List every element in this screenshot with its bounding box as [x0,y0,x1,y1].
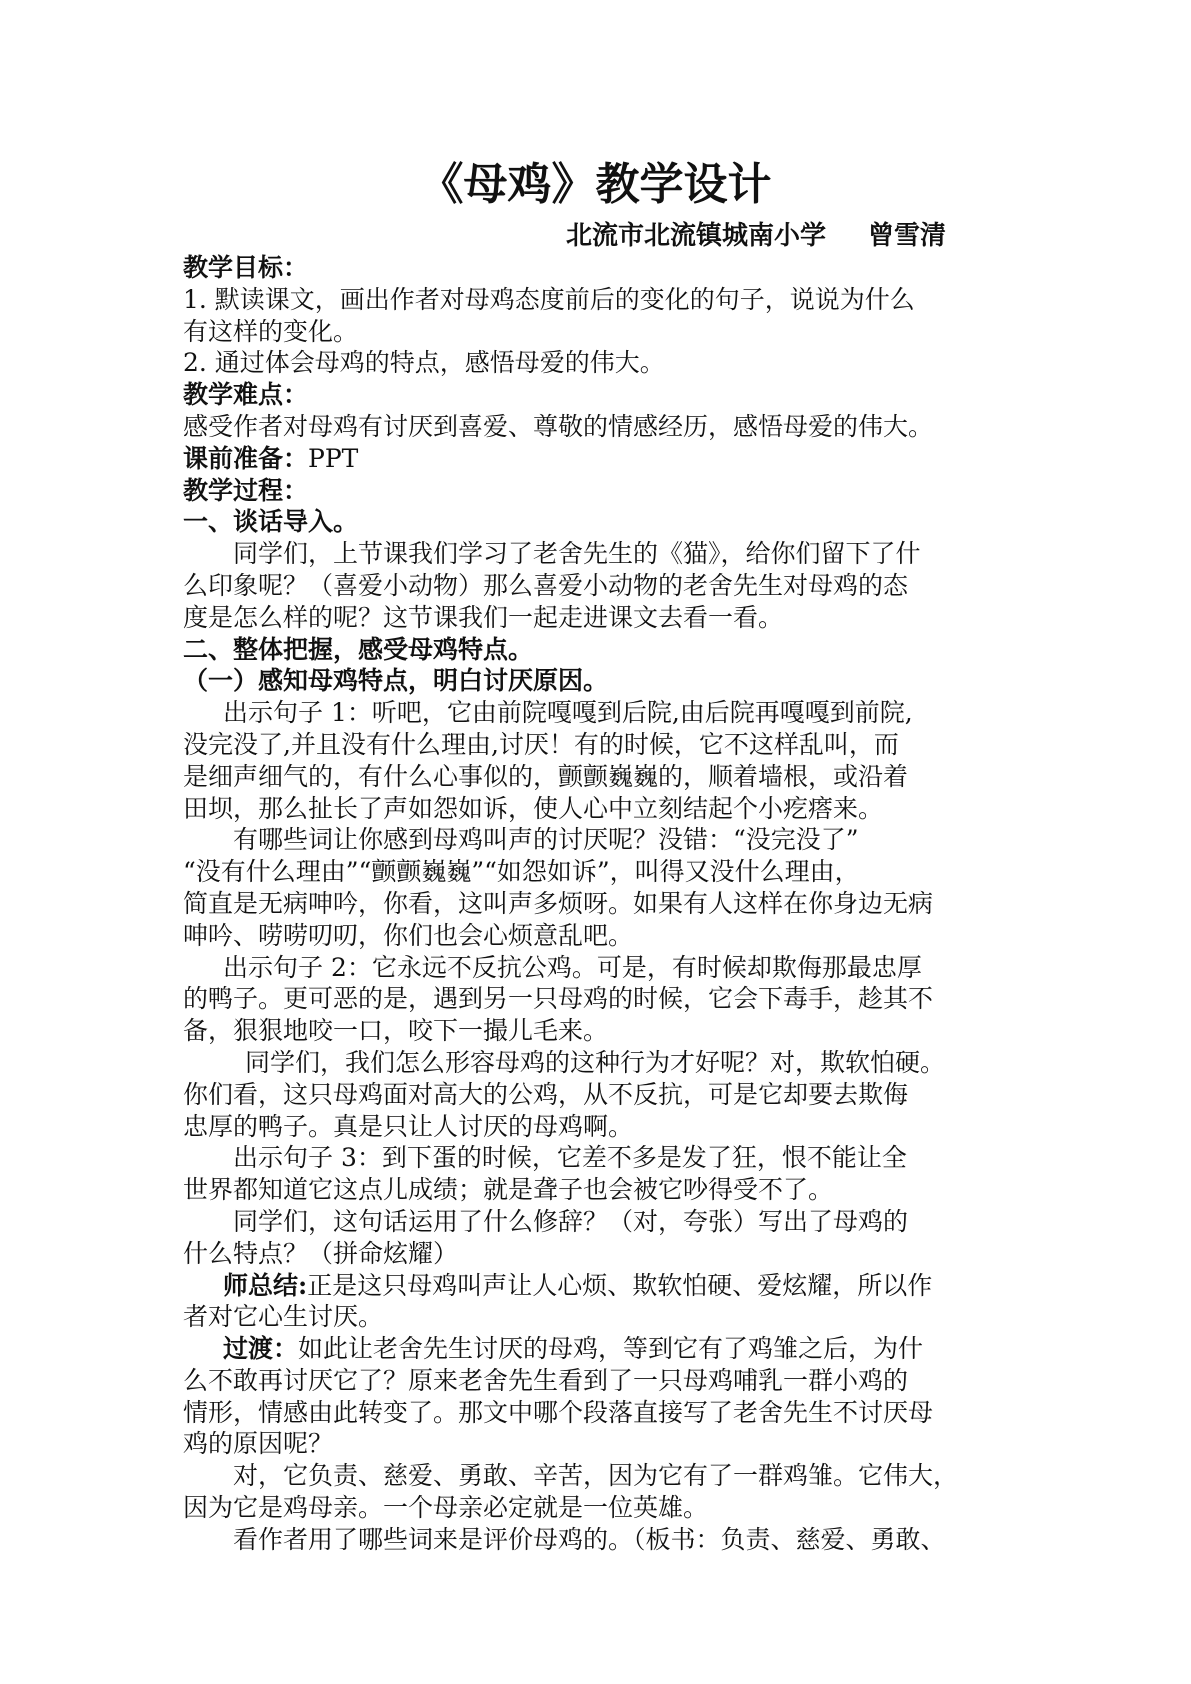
author-name: 曾雪清 [868,221,947,251]
paragraph-line: 简直是无病呻吟，你看，这叫声多烦呀。如果有人这样在你身边无病 [183,888,934,918]
paragraph-line: 没完没了,并且没有什么理由,讨厌！有的时候，它不这样乱叫，而 [183,729,899,759]
difficulty-text: 感受作者对母鸡有讨厌到喜爱、尊敬的情感经历，感悟母爱的伟大。 [183,411,934,441]
paragraph-line: 情形，情感由此转变了。那文中哪个段落直接写了老舍先生不讨厌母 [183,1397,934,1427]
teacher-summary [183,1270,1023,1302]
paragraph-line: 者对它心生讨厌。 [183,1302,384,1332]
paragraph-line: 忠厚的鸭子。真是只让人讨厌的母鸡啊。 [183,1111,634,1141]
paragraph-line: 什么特点？（拼命炫耀） [183,1238,459,1268]
transition [183,1333,1023,1365]
author-school: 北流市北流镇城南小学 [566,221,827,251]
objectives-heading: 教学目标： [183,253,309,282]
section-2-heading: 二、整体把握，感受母鸡特点。 [183,634,534,664]
paragraph-line: 同学们，我们怎么形容母鸡的这种行为才好呢？对，欺软怕硬。 [245,1047,946,1077]
difficulty-heading: 教学难点： [183,380,309,410]
paragraph-line: 备，狠狠地咬一口，咬下一撮儿毛来。 [183,1016,609,1046]
paragraph-line: 你们看，这只母鸡面对高大的公鸡，从不反抗，可是它却要去欺侮 [183,1079,909,1109]
paragraph-line: 对，它负责、慈爱、勇敢、辛苦，因为它有了一群鸡雏。它伟大， [233,1461,959,1491]
transition-label: 过渡： [223,1334,299,1364]
paragraph-line: 有哪些词让你感到母鸡叫声的讨厌呢？没错：“没完没了” [233,825,859,855]
objective-1-line-1: 1. 默读课文，画出作者对母鸡态度前后的变化的句子，说说为什么 [183,284,915,314]
quoted-sentence-3: 出示句子 3：到下蛋的时候，它差不多是发了狂，恨不能让全 [233,1143,907,1173]
summary-label: 师总结: [223,1270,308,1300]
objective-1-line-2: 有这样的变化。 [183,316,359,346]
quoted-sentence-1: 出示句子 1：听吧，它由前院嘎嘎到后院,由后院再嘎嘎到前院, [223,698,913,728]
quoted-sentence-2: 出示句子 2：它永远不反抗公鸡。可是，有时候却欺侮那最忠厚 [223,952,922,982]
paragraph-line: 看作者用了哪些词来是评价母鸡的。（板书：负责、慈爱、勇敢、 [233,1524,946,1554]
transition-text: 如此让老舍先生讨厌的母鸡，等到它有了鸡雏之后，为什 [298,1334,924,1364]
process-heading: 教学过程： [183,475,309,505]
paragraph-line: 是细声细气的，有什么心事似的，颤颤巍巍的，顺着墙根，或沿着 [183,761,909,791]
author-line [566,218,1126,254]
paragraph-line: 么印象呢？（喜爱小动物）那么喜爱小动物的老舍先生对母鸡的态 [183,570,909,600]
paragraph-line: “没有什么理由”“颤颤巍巍”“如怨如诉”，叫得又没什么理由， [183,857,860,887]
document-body [183,252,1023,1556]
summary-text: 正是这只母鸡叫声让人心烦、欺软怕硬、爱炫耀，所以作 [307,1270,933,1300]
objective-2: 2. 通过体会母鸡的特点，感悟母爱的伟大。 [183,348,665,378]
paragraph-line: 度是怎么样的呢？这节课我们一起走进课文去看一看。 [183,602,784,632]
paragraph-line: 同学们，上节课我们学习了老舍先生的《猫》，给你们留下了什 [233,539,921,569]
paragraph-line: 么不敢再讨厌它了？原来老舍先生看到了一只母鸡哺乳一群小鸡的 [183,1365,909,1395]
paragraph-line: 的鸭子。更可恶的是，遇到另一只母鸡的时候，它会下毒手，趁其不 [183,984,934,1014]
preparation-label: 课前准备： [183,443,309,473]
paragraph-line: 鸡的原因呢？ [183,1429,334,1459]
paragraph-line: 呻吟、唠唠叨叨，你们也会心烦意乱吧。 [183,920,634,950]
preparation-line [183,443,1023,475]
paragraph-line: 因为它是鸡母亲。一个母亲必定就是一位英雄。 [183,1493,709,1523]
preparation-value: PPT [308,443,359,473]
subsection-1-heading: （一）感知母鸡特点，明白讨厌原因。 [183,666,609,696]
paragraph-line: 同学们，这句话运用了什么修辞？（对，夸张）写出了母鸡的 [233,1206,909,1236]
section-1-heading: 一、谈话导入。 [183,507,359,537]
paragraph-line: 世界都知道它这点儿成绩；就是聋子也会被它吵得受不了。 [183,1175,834,1205]
paragraph-line: 田坝，那么扯长了声如怨如诉，使人心中立刻结起个小疙瘩来。 [183,793,884,823]
document-title: 《母鸡》教学设计 [419,159,772,210]
